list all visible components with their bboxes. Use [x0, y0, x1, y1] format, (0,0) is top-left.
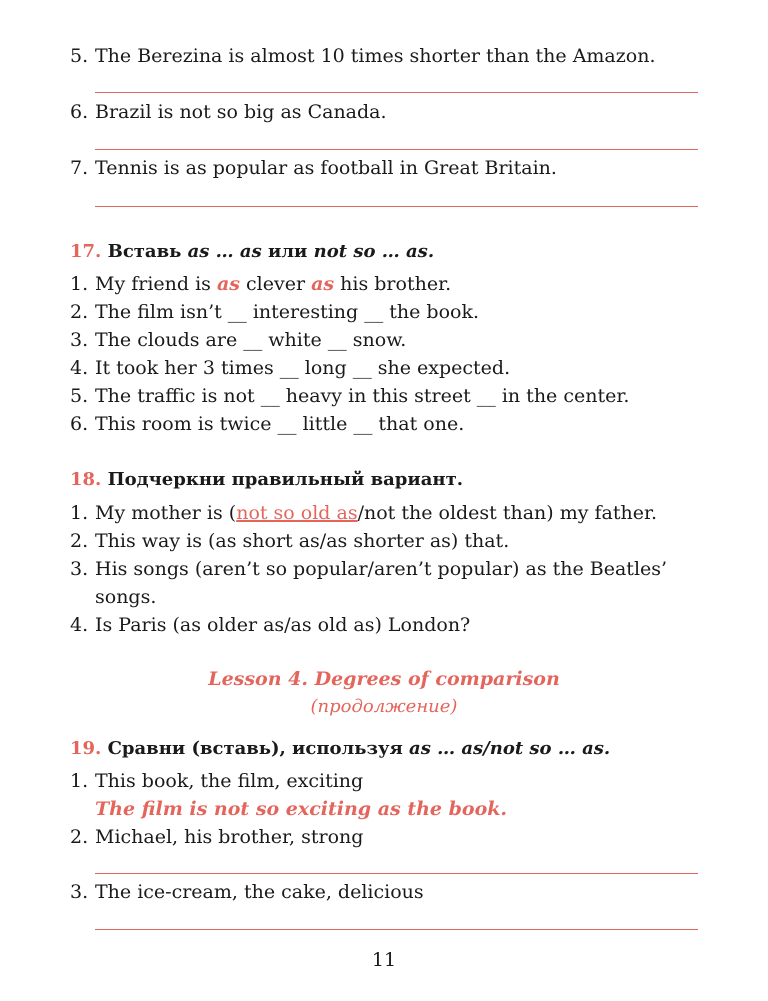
answer-line[interactable] — [95, 873, 698, 874]
item-number: 7. — [70, 157, 89, 179]
task-18-heading — [70, 468, 463, 492]
list-item-example — [70, 272, 451, 296]
task-title-part: Вставь — [107, 241, 188, 262]
answer-line[interactable] — [95, 92, 698, 93]
list-item-example — [70, 501, 657, 525]
list-item — [70, 100, 387, 124]
list-item — [70, 156, 557, 180]
item-number: 3. — [70, 329, 89, 351]
item-number: 1. — [70, 273, 89, 295]
task-title-part: . — [603, 738, 611, 759]
page-number: 11 — [371, 949, 397, 971]
item-text: My mother is ( — [95, 502, 237, 524]
answer-text: The film is not so exciting as the book. — [95, 798, 508, 820]
answer-text: not so old as — [236, 502, 358, 524]
item-number: 1. — [70, 502, 89, 524]
item-number: 6. — [70, 413, 89, 435]
item-text: This way is (as short as/as shorter as) that. — [95, 530, 510, 552]
item-text: Tennis is as popular as football in Great Britain. — [95, 157, 557, 179]
list-item-continuation — [70, 585, 156, 609]
task-title-part: not so … as — [313, 241, 428, 262]
lesson-title: Lesson 4. Degrees of comparison — [208, 668, 560, 690]
list-item — [70, 384, 629, 408]
example-answer — [70, 797, 507, 821]
item-text: My friend is — [95, 273, 217, 295]
list-item — [70, 44, 655, 68]
list-item — [70, 769, 363, 793]
list-item — [70, 412, 464, 436]
item-text: The film isn’t __ interesting __ the book. — [95, 301, 480, 323]
task-title-part: as … as — [187, 241, 262, 262]
list-item — [70, 613, 470, 637]
item-text: Brazil is not so big as Canada. — [95, 101, 387, 123]
item-text: /not the oldest than) my father. — [357, 502, 658, 524]
list-item — [70, 825, 363, 849]
item-number: 6. — [70, 101, 89, 123]
item-text: This book, the film, exciting — [95, 770, 364, 792]
task-title-part: Сравни (вставь), используя — [107, 738, 410, 759]
item-number: 2. — [70, 530, 89, 552]
task-title-part: . — [427, 241, 435, 262]
list-item — [70, 880, 424, 904]
item-number: 3. — [70, 558, 89, 580]
item-text: clever — [240, 273, 312, 295]
item-number: 2. — [70, 301, 89, 323]
item-text: This room is twice __ little __ that one. — [95, 413, 465, 435]
answer-line[interactable] — [95, 206, 698, 207]
item-number: 1. — [70, 770, 89, 792]
item-text: The ice-cream, the cake, delicious — [95, 881, 424, 903]
answer-line[interactable] — [95, 149, 698, 150]
item-text: Michael, his brother, strong — [95, 826, 364, 848]
item-number: 4. — [70, 614, 89, 636]
task-title: Подчеркни правильный вариант. — [107, 469, 464, 490]
answer-text: as — [311, 273, 335, 295]
answer-text: as — [216, 273, 240, 295]
task-title-part: as … as/not so … as — [409, 738, 604, 759]
task-number: 19. — [70, 738, 102, 759]
item-text: his brother. — [334, 273, 452, 295]
task-title-part: или — [261, 241, 314, 262]
lesson-subtitle: (продолжение) — [310, 696, 458, 717]
item-text: The clouds are __ white __ snow. — [95, 329, 407, 351]
task-19-heading — [70, 737, 610, 761]
item-text: His songs (aren’t so popular/aren’t popular) as the Beatles’ — [95, 558, 668, 580]
item-number: 3. — [70, 881, 89, 903]
item-number: 2. — [70, 826, 89, 848]
answer-line[interactable] — [95, 929, 698, 930]
task-17-heading — [70, 240, 434, 264]
item-text: Is Paris (as older as/as old as) London? — [95, 614, 471, 636]
item-number: 5. — [70, 385, 89, 407]
list-item — [70, 356, 510, 380]
item-number: 4. — [70, 357, 89, 379]
item-text: It took her 3 times __ long __ she expected. — [95, 357, 511, 379]
item-text: The traffic is not __ heavy in this street __ in the center. — [95, 385, 630, 407]
item-number: 5. — [70, 45, 89, 67]
task-number: 17. — [70, 241, 102, 262]
list-item — [70, 328, 406, 352]
item-text: The Berezina is almost 10 times shorter than the Amazon. — [95, 45, 656, 67]
list-item — [70, 529, 509, 553]
item-text: songs. — [95, 586, 157, 608]
task-number: 18. — [70, 469, 102, 490]
list-item — [70, 300, 479, 324]
list-item — [70, 557, 667, 581]
